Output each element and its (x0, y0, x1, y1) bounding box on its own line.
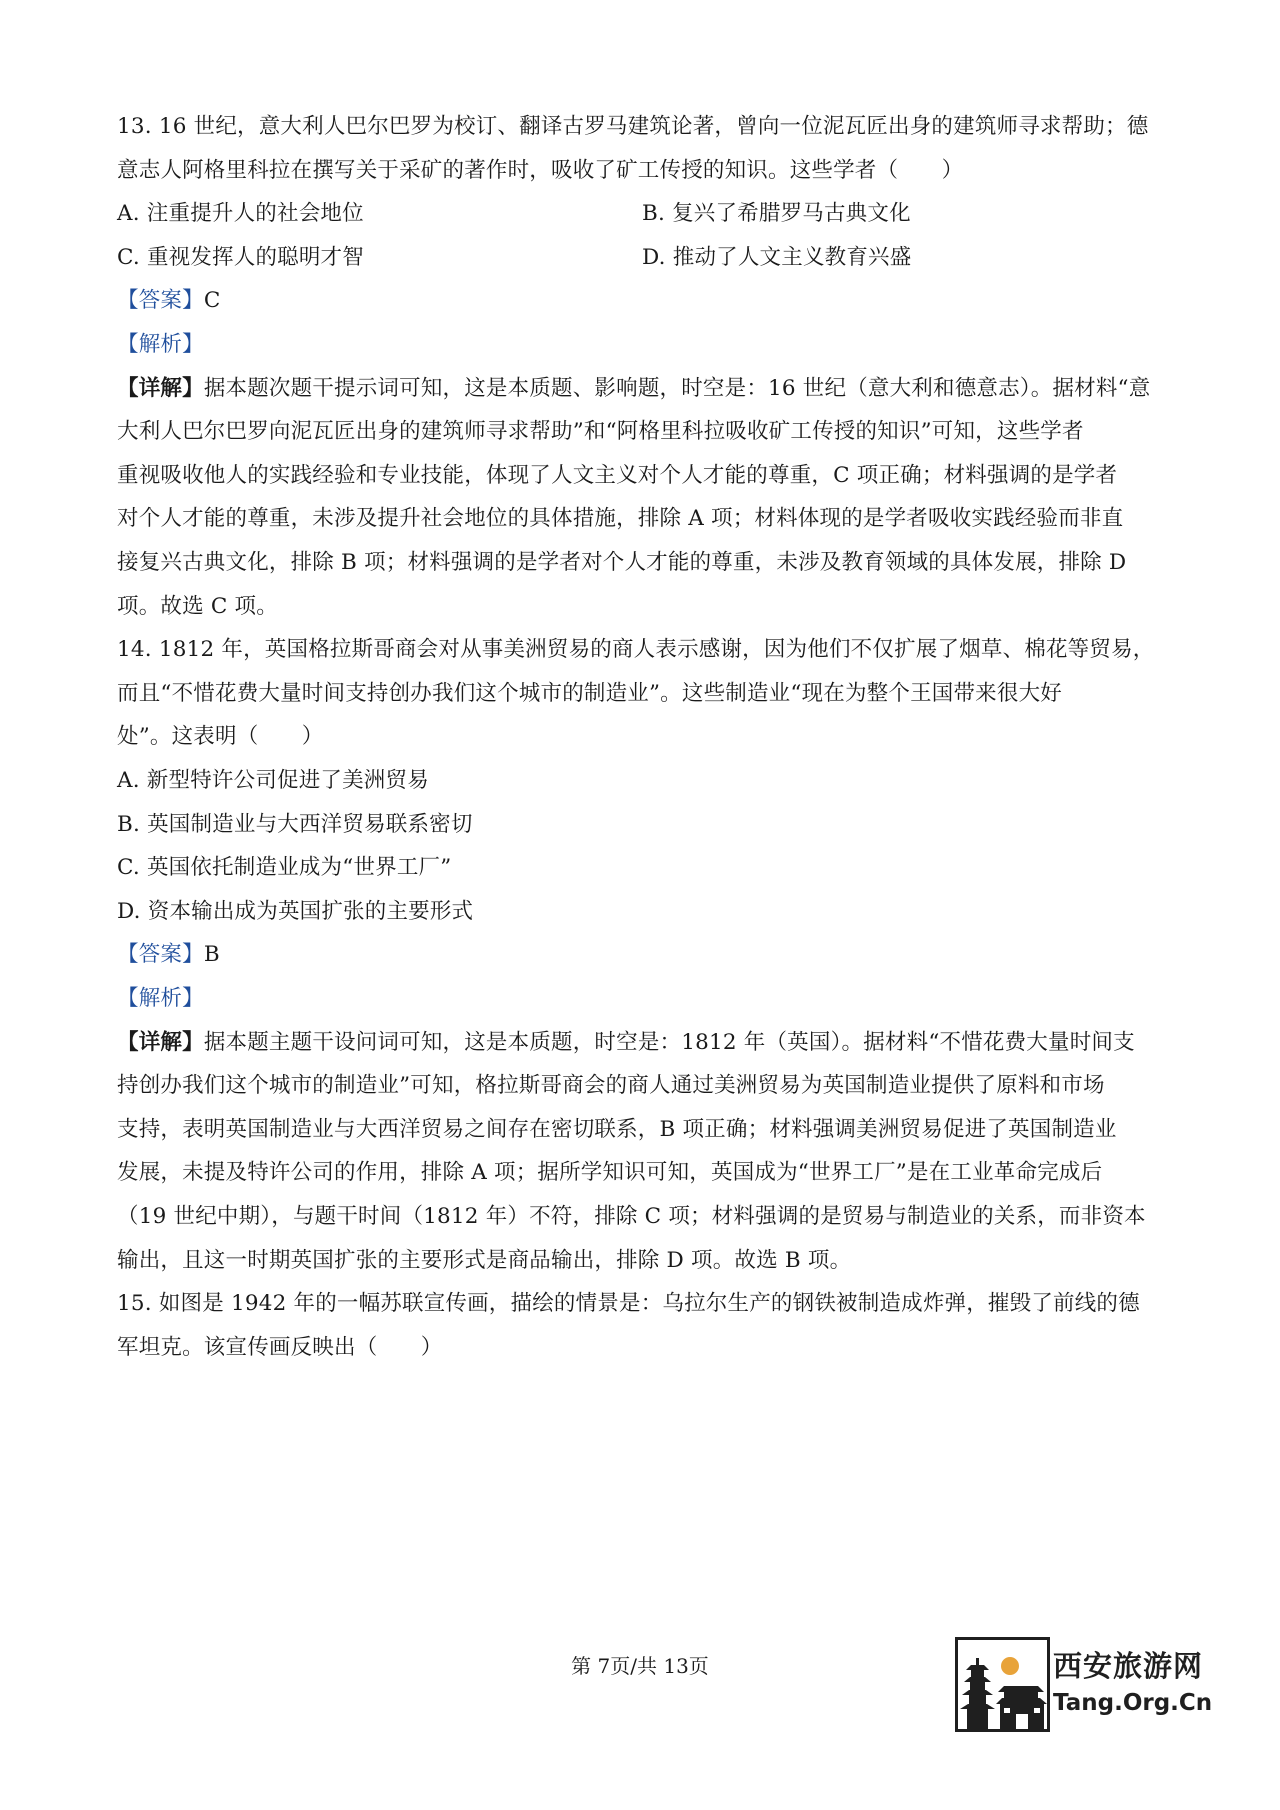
q13-option-c: C. 重视发挥人的聪明才智 (117, 245, 364, 270)
watermark-logo (955, 1637, 1213, 1735)
watermark-en: Tang.Org.Cn (1053, 1690, 1213, 1716)
q13-answer-label: 【答案】 (117, 288, 204, 313)
q13-detail-line-3: 重视吸收他人的实践经验和专业技能，体现了人文主义对个人才能的尊重，C 项正确；材料强调的是学者 (117, 463, 1118, 488)
q14-stem-line-1: 14. 1812 年，英国格拉斯哥商会对从事美洲贸易的商人表示感谢，因为他们不仅扩展了烟草、棉花等贸易， (117, 637, 1155, 662)
q14-detail-line-3: 支持，表明英国制造业与大西洋贸易之间存在密切联系，B 项正确；材料强调美洲贸易促进了英国制造业 (117, 1117, 1117, 1142)
pagoda-icon (955, 1637, 1050, 1732)
q14-option-d: D. 资本输出成为英国扩张的主要形式 (117, 899, 474, 924)
q14-answer-label: 【答案】 (117, 942, 204, 967)
q14-option-b: B. 英国制造业与大西洋贸易联系密切 (117, 812, 473, 837)
q14-detail-text-1: 据本题主题干设问词可知，这是本质题，时空是：1812 年（英国）。据材料“不惜花费大量时间支 (203, 1030, 1135, 1055)
q13-detail-line-5: 接复兴古典文化，排除 B 项；材料强调的是学者对个人才能的尊重，未涉及教育领域的具体发展，排除 D (117, 550, 1127, 575)
q14-answer-value: B (203, 942, 220, 967)
q13-answer (117, 286, 220, 316)
q13-stem-line-2: 意志人阿格里科拉在撰写关于采矿的著作时，吸收了矿工传授的知识。这些学者（ ） (117, 158, 964, 183)
q14-detail-line-5: （19 世纪中期），与题干时间（1812 年）不符，排除 C 项；材料强调的是贸易与制造业的关系，而非资本 (117, 1204, 1146, 1229)
q13-detail-line-6: 项。故选 C 项。 (117, 594, 278, 619)
q13-answer-value: C (203, 288, 221, 313)
q15-stem-line-2: 军坦克。该宣传画反映出（ ） (117, 1335, 443, 1360)
q14-detail-line-6: 输出，且这一时期英国扩张的主要形式是商品输出，排除 D 项。故选 B 项。 (117, 1248, 852, 1273)
q13-detail-label: 【详解】 (117, 376, 204, 401)
q13-option-d: D. 推动了人文主义教育兴盛 (642, 245, 912, 270)
q14-stem-line-3: 处”。这表明（ ） (117, 724, 324, 749)
q14-option-c: C. 英国依托制造业成为“世界工厂” (117, 855, 452, 880)
q15-stem-line-1: 15. 如图是 1942 年的一幅苏联宣传画，描绘的情景是：乌拉尔生产的钢铁被制造成炸弹，摧毁了前线的德 (117, 1291, 1140, 1316)
q13-option-a: A. 注重提升人的社会地位 (117, 201, 364, 226)
watermark-cn: 西安旅游网 (1053, 1649, 1204, 1683)
q13-option-b: B. 复兴了希腊罗马古典文化 (642, 201, 911, 226)
q14-detail-line-1 (117, 1028, 1135, 1058)
q13-analysis-label: 【解析】 (117, 332, 204, 357)
q13-detail-line-1 (117, 374, 1150, 404)
q14-option-a: A. 新型特许公司促进了美洲贸易 (117, 768, 429, 793)
q14-detail-line-4: 发展，未提及特许公司的作用，排除 A 项；据所学知识可知，英国成为“世界工厂”是在工业革命完成后 (117, 1160, 1103, 1185)
page-number: 第 7页/共 13页 (571, 1654, 709, 1678)
q14-detail-label: 【详解】 (117, 1030, 204, 1055)
q14-detail-line-2: 持创办我们这个城市的制造业”可知，格拉斯哥商会的商人通过美洲贸易为英国制造业提供了原料和市场 (117, 1073, 1105, 1098)
q13-stem-line-1: 13. 16 世纪，意大利人巴尔巴罗为校订、翻译古罗马建筑论著，曾向一位泥瓦匠出身的建筑师寻求帮助；德 (117, 114, 1149, 139)
q14-answer (117, 940, 220, 970)
q13-detail-line-4: 对个人才能的尊重，未涉及提升社会地位的具体措施，排除 A 项；材料体现的是学者吸收实践经验而非直 (117, 506, 1124, 531)
q14-analysis-label: 【解析】 (117, 986, 204, 1011)
q13-detail-text-1: 据本题次题干提示词可知，这是本质题、影响题，时空是：16 世纪（意大利和德意志）。据材料“意 (203, 376, 1151, 401)
q14-stem-line-2: 而且“不惜花费大量时间支持创办我们这个城市的制造业”。这些制造业“现在为整个王国带来很大好 (117, 681, 1062, 706)
q13-detail-line-2: 大利人巴尔巴罗向泥瓦匠出身的建筑师寻求帮助”和“阿格里科拉吸收矿工传授的知识”可知，这些学者 (117, 419, 1084, 444)
